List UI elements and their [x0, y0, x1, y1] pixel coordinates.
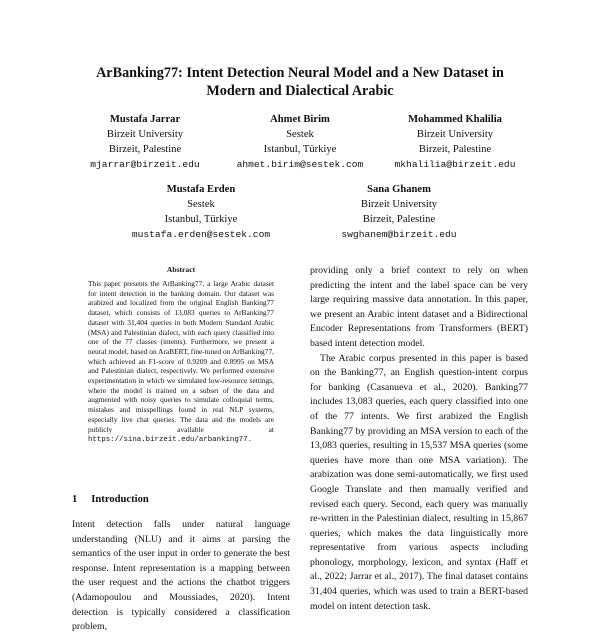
author-affiliation: Sestek — [187, 199, 215, 210]
author-affiliation: Sestek — [286, 129, 314, 140]
intro-paragraph: providing only a brief context to rely on when predicting the intent and the label space can be very large requiring massive data annotation. In this paper, we present an Arabic intent dataset and a Bidirectional Encoder Representations from Transformers (BERT) based intent detection model. — [310, 265, 528, 349]
author-email[interactable]: mustafa.erden@sestek.com — [131, 229, 271, 240]
title-line-2: Modern and Dialectical Arabic — [206, 83, 394, 99]
author-block — [360, 112, 550, 172]
author-name: Mustafa Erden — [166, 184, 236, 195]
author-location: Birzeit, Palestine — [362, 214, 436, 225]
author-name: Mustafa Jarrar — [109, 114, 181, 125]
title-line-1: ArBanking77: Intent Detection Neural Model and a New Dataset in — [96, 65, 504, 81]
intro-left-column: Intent detection falls under natural language understanding (NLU) and it aims at parsing the semantics of the user input in order to generate the best response. Intent representation is a mapping between the user request and the actions the chatbot triggers (Adamopoulou and Moussiades, 2020). Intent detection is typically considered a classification problem, — [72, 519, 290, 633]
author-location: Birzeit, Palestine — [418, 144, 492, 155]
section-number: 1 — [72, 494, 78, 505]
abstract-text: This paper presents the ArBanking77, a large Arabic dataset for intent detection in the banking domain. Our dataset was arabized and localized from the original English Banking77 dataset, which consists of 13,083 queries to ArBanking77 dataset with 31,404 queries in both Modern Standard Arabic (MSA) and Palestinian dialect, with each query classified into one of the 77 classes (intents). Furthermore, we present a neural model, based on AraBERT, fine-tuned on ArBanking77, which achieved an F1-score of 0.9209 and 0.8995 on MSA and Palestinian dialect, respectively. We performed extensive experimentation in which we simulated low-resource settings, where the model is trained on a subset of the data and augmented with noisy queries to simulate colloquial terms, mistakes and misspellings found in real NLP systems, especially live chat queries. The data and the models are publicly available at — [88, 279, 274, 434]
author-affiliation: Birzeit University — [416, 129, 494, 140]
author-email[interactable]: mjarrar@birzeit.edu — [90, 159, 200, 170]
section-title: Introduction — [91, 494, 149, 505]
author-affiliation: Birzeit University — [360, 199, 438, 210]
paper-title — [40, 64, 560, 100]
abstract-url[interactable]: https://sina.birzeit.edu/arbanking77. — [88, 436, 253, 445]
author-location: Birzeit, Palestine — [108, 144, 182, 155]
author-name: Ahmet Birim — [270, 114, 330, 125]
author-location: Istanbul, Türkiye — [263, 144, 337, 155]
author-affiliation: Birzeit University — [106, 129, 184, 140]
author-name: Sana Ghanem — [367, 184, 431, 195]
author-block — [106, 182, 296, 242]
author-email[interactable]: mkhalilia@birzeit.edu — [394, 159, 516, 170]
author-block — [304, 182, 494, 242]
intro-paragraph: The Arabic corpus presented in this paper is based on the Banking77, an English question-intent corpus for banking (Casanueva et al., 2020). Banking77 includes 13,083 queries, each query classified into one of the 77 intents. We first arabized the English Banking77 by providing an MSA version to each of the 13,083 queries, resulting in 15,537 MSA queries (some queries have more than one MSA variation). The arabization was done semi-automatically, we first used Google Translate and then manually verified and revised each query. Second, each query was manually re-written in the Palestinian dialect, resulting in 15,867 queries, which makes the data linguistically more representative from various aspects including phonology, morphology, lexicon, and syntax (Haff et al., 2022; Jarrar et al., 2017). The final dataset contains 31,404 queries, which was used to train a BERT-based model on intent detection task. — [310, 352, 528, 612]
author-email[interactable]: ahmet.birim@sestek.com — [236, 159, 364, 170]
intro-right-column — [310, 264, 528, 614]
author-location: Istanbul, Türkiye — [164, 214, 238, 225]
section-heading — [72, 494, 149, 505]
author-name: Mohammed Khalilia — [408, 114, 502, 125]
abstract-heading: Abstract — [166, 265, 196, 274]
author-email[interactable]: swghanem@birzeit.edu — [341, 229, 457, 240]
abstract-body — [88, 279, 274, 446]
